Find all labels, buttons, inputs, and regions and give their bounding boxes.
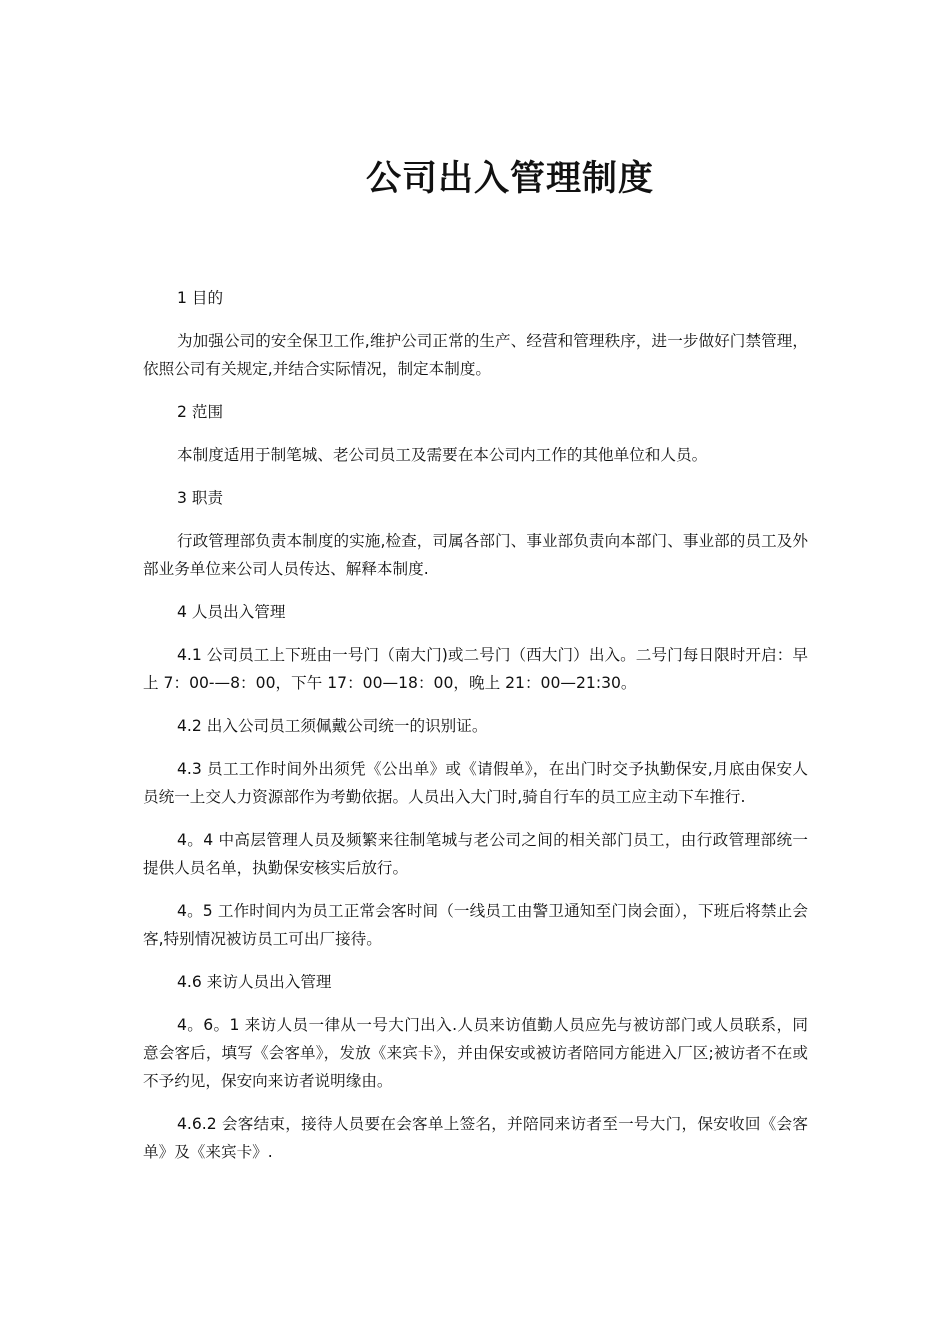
- paragraph-4-5: 4。5 工作时间内为员工正常会客时间（一线员工由警卫通知至门岗会面），下班后将禁止会客,特别情况被访员工可出厂接待。: [143, 902, 808, 948]
- document-body: [143, 284, 808, 1181]
- paragraph-4-4: 4。4 中高层管理人员及频繁来往制笔城与老公司之间的相关部门员工，由行政管理部统一提供人员名单，执勤保安核实后放行。: [143, 831, 808, 877]
- paragraph-4-6-1: 4。6。1 来访人员一律从一号大门出入.人员来访值勤人员应先与被访部门或人员联系，同意会客后，填写《会客单》，发放《来宾卡》，并由保安或被访者陪同方能进入厂区;被访者不在或不予约见，保安向来访者说明缘由。: [143, 1016, 808, 1090]
- paragraph-scope: 本制度适用于制笔城、老公司员工及需要在本公司内工作的其他单位和人员。: [177, 446, 708, 464]
- paragraph-4-1: 4.1 公司员工上下班由一号门（南大门)或二号门（西大门）出入。二号门每日限时开启：早上 7：00-—8：00，下午 17：00—18：00，晚上 21：00—21:30。: [143, 646, 808, 692]
- paragraph-4-3: 4.3 员工工作时间外出须凭《公出单》或《请假单》，在出门时交予执勤保安,月底由保安人员统一上交人力资源部作为考勤依据。人员出入大门时,骑自行车的员工应主动下车推行.: [143, 760, 808, 806]
- paragraph-4-2: 4.2 出入公司员工须佩戴公司统一的识别证。: [177, 717, 488, 735]
- section-heading-responsibility: 3 职责: [177, 489, 224, 507]
- document-title: 公司出入管理制度: [365, 159, 654, 199]
- paragraph-responsibility: 行政管理部负责本制度的实施,检查，司属各部门、事业部负责向本部门、事业部的员工及外部业务单位来公司人员传达、解释本制度.: [143, 532, 808, 578]
- section-heading-purpose: 1 目的: [177, 289, 224, 307]
- section-heading-visitors: 4.6 来访人员出入管理: [177, 973, 332, 991]
- section-heading-scope: 2 范围: [177, 403, 224, 421]
- section-heading-personnel: 4 人员出入管理: [177, 603, 286, 621]
- paragraph-purpose: 为加强公司的安全保卫工作,维护公司正常的生产、经营和管理秩序，进一步做好门禁管理，依照公司有关规定,并结合实际情况，制定本制度。: [143, 332, 808, 378]
- paragraph-4-6-2: 4.6.2 会客结束，接待人员要在会客单上签名，并陪同来访者至一号大门，保安收回《会客单》及《来宾卡》.: [143, 1115, 808, 1161]
